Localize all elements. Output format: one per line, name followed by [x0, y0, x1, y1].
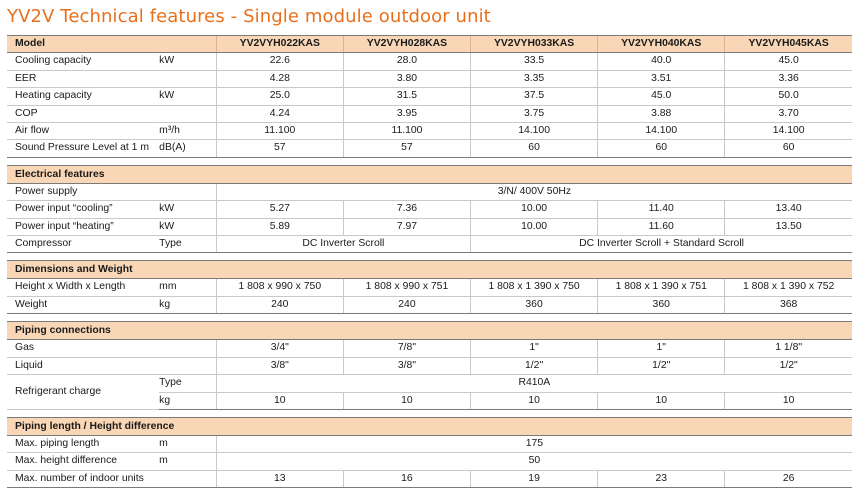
section-title: Piping connections — [7, 322, 852, 340]
cell-value: 1" — [471, 340, 598, 357]
section-title: Piping length / Height difference — [7, 417, 852, 435]
cell-value: 10 — [216, 392, 343, 409]
cell-value: 14.100 — [471, 123, 598, 140]
header-unit — [159, 36, 216, 53]
cell-value: 5.89 — [216, 218, 343, 235]
cell-value: 3.51 — [598, 70, 725, 87]
cell-value: 5.27 — [216, 201, 343, 218]
row-label: Gas — [7, 340, 159, 357]
row-unit: m — [159, 435, 216, 452]
table-row — [7, 375, 852, 392]
row-label: Height x Width x Length — [7, 279, 159, 296]
cell-value: 14.100 — [725, 123, 852, 140]
table-row — [7, 88, 852, 105]
cell-value: 11.40 — [598, 201, 725, 218]
cell-value: 1 808 x 990 x 751 — [343, 279, 470, 296]
row-label: Cooling capacity — [7, 53, 159, 70]
cell-value: 3.88 — [598, 105, 725, 122]
cell-value: 60 — [725, 140, 852, 157]
table-row — [7, 183, 852, 200]
cell-value: 50.0 — [725, 88, 852, 105]
cell-value: 11.60 — [598, 218, 725, 235]
cell-value: DC Inverter Scroll — [216, 236, 470, 253]
cell-value: 3.80 — [343, 70, 470, 87]
cell-value: 10.00 — [471, 201, 598, 218]
section-gap — [7, 314, 852, 322]
cell-value: 3/4" — [216, 340, 343, 357]
cell-value: 240 — [216, 296, 343, 313]
model-header: YV2VYH033KAS — [471, 36, 598, 53]
row-label: Liquid — [7, 357, 159, 374]
model-header: YV2VYH022KAS — [216, 36, 343, 53]
row-label: Max. number of indoor units — [7, 470, 159, 487]
table-row — [7, 105, 852, 122]
cell-value: 57 — [216, 140, 343, 157]
cell-value: 16 — [343, 470, 470, 487]
cell-value: 7.36 — [343, 201, 470, 218]
cell-value: R410A — [216, 375, 852, 392]
cell-value: 3.36 — [725, 70, 852, 87]
cell-value: 25.0 — [216, 88, 343, 105]
cell-value: 175 — [216, 435, 852, 452]
cell-value: 10 — [471, 392, 598, 409]
row-label: Weight — [7, 296, 159, 313]
header-label: Model — [7, 36, 159, 53]
model-header: YV2VYH045KAS — [725, 36, 852, 53]
cell-value: 368 — [725, 296, 852, 313]
section-header-electrical — [7, 165, 852, 183]
section-gap — [7, 253, 852, 261]
cell-value: 19 — [471, 470, 598, 487]
cell-value: 57 — [343, 140, 470, 157]
cell-value: 7.97 — [343, 218, 470, 235]
row-unit — [159, 470, 216, 487]
row-unit — [159, 105, 216, 122]
row-unit: kW — [159, 201, 216, 218]
row-label: COP — [7, 105, 159, 122]
row-label: Power input “heating” — [7, 218, 159, 235]
cell-value: 240 — [343, 296, 470, 313]
row-unit: m — [159, 453, 216, 470]
cell-value: 45.0 — [598, 88, 725, 105]
row-unit — [159, 70, 216, 87]
cell-value: 1 808 x 1 390 x 750 — [471, 279, 598, 296]
cell-value: 1" — [598, 340, 725, 357]
cell-value: 3/8" — [216, 357, 343, 374]
cell-value: 45.0 — [725, 53, 852, 70]
row-unit: kW — [159, 88, 216, 105]
cell-value: 50 — [216, 453, 852, 470]
table-row — [7, 279, 852, 296]
row-label: Air flow — [7, 123, 159, 140]
row-label: Power supply — [7, 183, 159, 200]
cell-value: 3.75 — [471, 105, 598, 122]
cell-value: 1 808 x 1 390 x 752 — [725, 279, 852, 296]
table-row — [7, 470, 852, 487]
cell-value: 13.40 — [725, 201, 852, 218]
table-row — [7, 123, 852, 140]
table-row — [7, 201, 852, 218]
cell-value: 10 — [343, 392, 470, 409]
table-row — [7, 435, 852, 452]
row-unit: kW — [159, 218, 216, 235]
cell-value: 13 — [216, 470, 343, 487]
section-gap — [7, 409, 852, 417]
table-row — [7, 70, 852, 87]
cell-value: 22.6 — [216, 53, 343, 70]
cell-value: 3.70 — [725, 105, 852, 122]
row-unit: kg — [159, 296, 216, 313]
cell-value: 13.50 — [725, 218, 852, 235]
row-label: Compressor — [7, 236, 159, 253]
cell-value: 3.35 — [471, 70, 598, 87]
row-label: Power input “cooling” — [7, 201, 159, 218]
section-header-piping-length — [7, 417, 852, 435]
table-row — [7, 357, 852, 374]
table-row — [7, 340, 852, 357]
cell-value: 3/8" — [343, 357, 470, 374]
row-label: Heating capacity — [7, 88, 159, 105]
row-label: EER — [7, 70, 159, 87]
row-unit: kg — [159, 392, 216, 409]
cell-value: 1 808 x 990 x 750 — [216, 279, 343, 296]
section-header-dimensions — [7, 261, 852, 279]
row-label: Refrigerant charge — [7, 375, 159, 410]
cell-value: 360 — [471, 296, 598, 313]
cell-value: DC Inverter Scroll + Standard Scroll — [471, 236, 852, 253]
row-label: Max. piping length — [7, 435, 159, 452]
cell-value: 3.95 — [343, 105, 470, 122]
cell-value: 37.5 — [471, 88, 598, 105]
cell-value: 26 — [725, 470, 852, 487]
cell-value: 7/8" — [343, 340, 470, 357]
cell-value: 4.24 — [216, 105, 343, 122]
cell-value: 60 — [471, 140, 598, 157]
table-row — [7, 53, 852, 70]
cell-value: 11.100 — [216, 123, 343, 140]
cell-value: 1 1/8" — [725, 340, 852, 357]
cell-value: 11.100 — [343, 123, 470, 140]
row-unit — [159, 183, 216, 200]
cell-value: 3/N/ 400V 50Hz — [216, 183, 852, 200]
section-header-piping — [7, 322, 852, 340]
section-gap — [7, 157, 852, 165]
cell-value: 1/2" — [598, 357, 725, 374]
cell-value: 31.5 — [343, 88, 470, 105]
table-row — [7, 218, 852, 235]
row-unit — [159, 357, 216, 374]
cell-value: 1 808 x 1 390 x 751 — [598, 279, 725, 296]
table-header-row — [7, 36, 852, 53]
cell-value: 60 — [598, 140, 725, 157]
cell-value: 1/2" — [471, 357, 598, 374]
specs-table — [7, 35, 852, 488]
table-row — [7, 236, 852, 253]
row-label: Sound Pressure Level at 1 m — [7, 140, 159, 157]
model-header: YV2VYH040KAS — [598, 36, 725, 53]
cell-value: 10 — [598, 392, 725, 409]
row-unit: kW — [159, 53, 216, 70]
cell-value: 10 — [725, 392, 852, 409]
page-title: YV2V Technical features - Single module outdoor unit — [7, 6, 491, 27]
cell-value: 360 — [598, 296, 725, 313]
row-unit: Type — [159, 375, 216, 392]
section-title: Electrical features — [7, 165, 852, 183]
cell-value: 40.0 — [598, 53, 725, 70]
model-header: YV2VYH028KAS — [343, 36, 470, 53]
cell-value: 28.0 — [343, 53, 470, 70]
row-label: Max. height difference — [7, 453, 159, 470]
table-row — [7, 296, 852, 313]
row-unit: Type — [159, 236, 216, 253]
table-row — [7, 453, 852, 470]
row-unit: mm — [159, 279, 216, 296]
cell-value: 4.28 — [216, 70, 343, 87]
cell-value: 14.100 — [598, 123, 725, 140]
cell-value: 23 — [598, 470, 725, 487]
cell-value: 10.00 — [471, 218, 598, 235]
table-row — [7, 140, 852, 157]
section-title: Dimensions and Weight — [7, 261, 852, 279]
row-unit — [159, 340, 216, 357]
cell-value: 33.5 — [471, 53, 598, 70]
row-unit: dB(A) — [159, 140, 216, 157]
cell-value: 1/2" — [725, 357, 852, 374]
row-unit: m³/h — [159, 123, 216, 140]
